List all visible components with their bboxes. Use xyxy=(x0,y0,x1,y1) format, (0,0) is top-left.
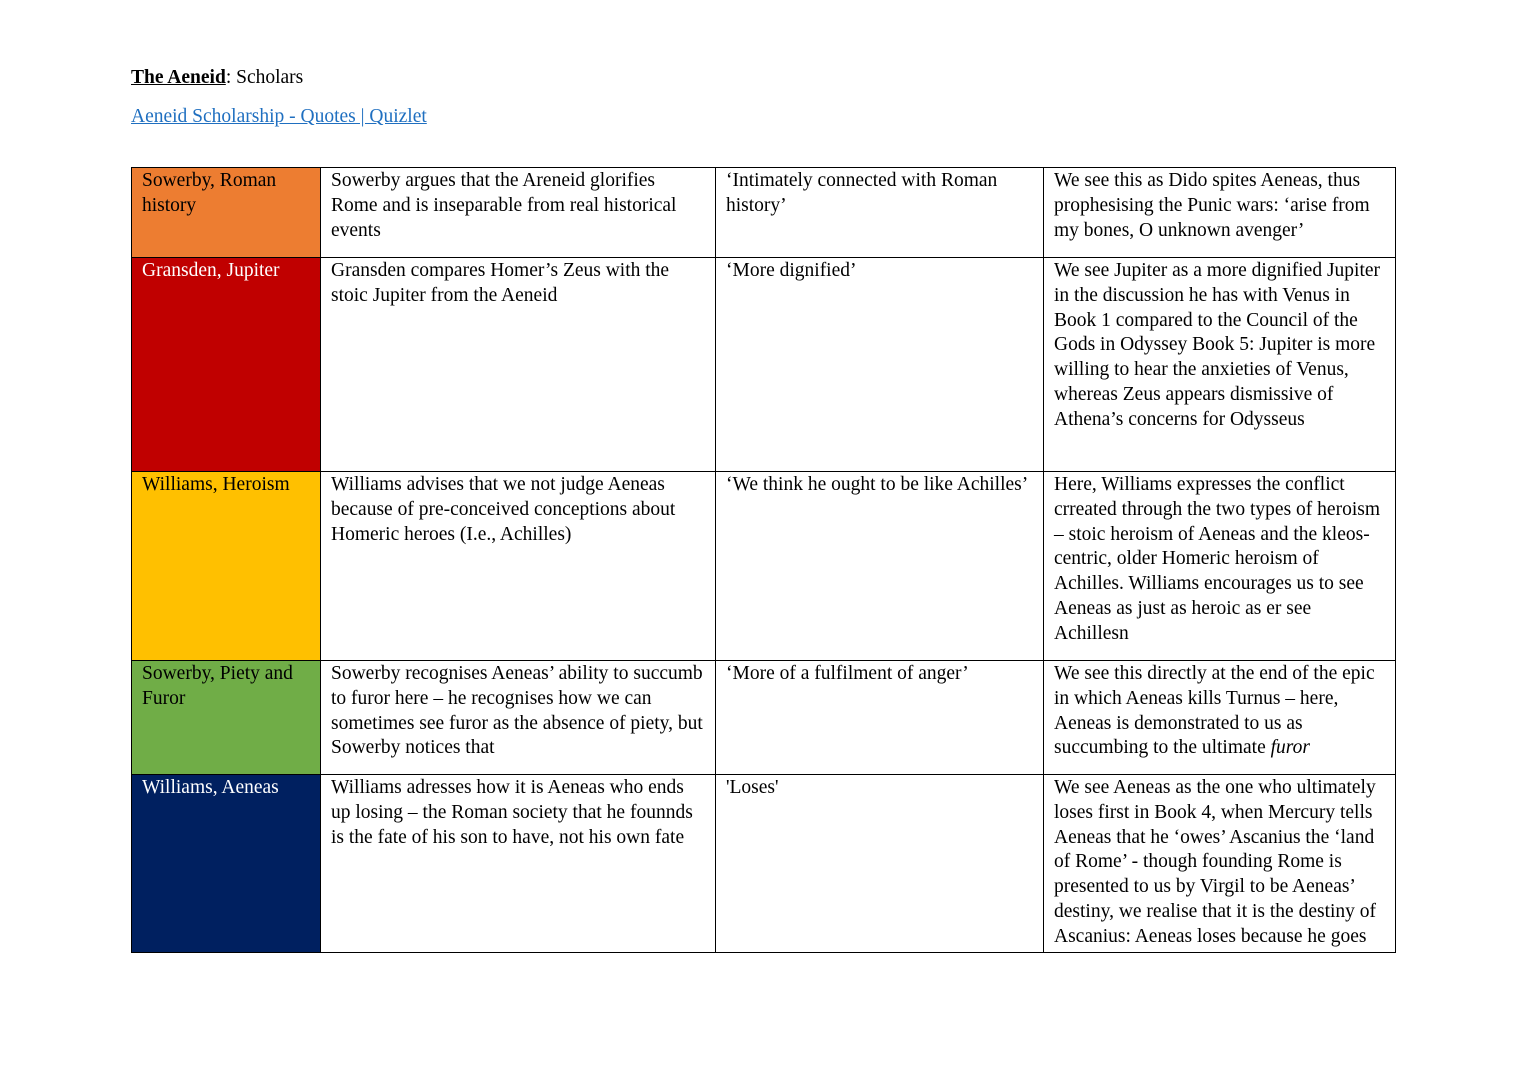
scholar-cell: Sowerby, Roman history xyxy=(132,168,321,258)
title-suffix: : Scholars xyxy=(225,67,304,88)
argument-cell: Williams advises that we not judge Aeneas because of pre-conceived conceptions about Homeric heroes (I.e., Achilles) xyxy=(321,472,716,661)
table-row xyxy=(132,775,1396,953)
quote-cell: ‘More dignified’ xyxy=(716,258,1044,472)
argument-cell: Gransden compares Homer’s Zeus with the stoic Jupiter from the Aeneid xyxy=(321,258,716,472)
quote-cell: ‘We think he ought to be like Achilles’ xyxy=(716,472,1044,661)
argument-cell: Williams adresses how it is Aeneas who ends up losing – the Roman society that he founnds is the fate of his son to have, not his own fate xyxy=(321,775,716,953)
quote-cell: 'Loses' xyxy=(716,775,1044,953)
analysis-cell: We see this as Dido spites Aeneas, thus prophesising the Punic wars: ‘arise from my bones, O unknown avenger’ xyxy=(1044,168,1396,258)
quote-cell: ‘Intimately connected with Roman history’ xyxy=(716,168,1044,258)
quizlet-link[interactable]: Aeneid Scholarship - Quotes | Quizlet xyxy=(131,106,427,127)
scholars-table xyxy=(131,167,1396,953)
table-row xyxy=(132,472,1396,661)
argument-cell: Sowerby recognises Aeneas’ ability to succumb to furor here – he recognises how we can sometimes see furor as the absence of piety, but Sowerby notices that xyxy=(321,661,716,775)
scholar-cell: Gransden, Jupiter xyxy=(132,258,321,472)
argument-cell: Sowerby argues that the Areneid glorifies Rome and is inseparable from real historical events xyxy=(321,168,716,258)
page-title xyxy=(131,66,303,90)
quote-cell: ‘More of a fulfilment of anger’ xyxy=(716,661,1044,775)
table-row xyxy=(132,661,1396,775)
table-row xyxy=(132,168,1396,258)
analysis-text: We see this directly at the end of the epic in which Aeneas kills Turnus – here, Aeneas is demonstrated to us as succumbing to the ultimate xyxy=(1054,663,1375,759)
scholar-cell: Williams, Heroism xyxy=(132,472,321,661)
title-work-name: The Aeneid xyxy=(131,67,226,88)
table-row xyxy=(132,258,1396,472)
analysis-cell: We see Aeneas as the one who ultimately loses first in Book 4, when Mercury tells Aeneas that he ‘owes’ Ascanius the ‘land of Rome’ - though founding Rome is presented to us by Virgil to be Aeneas’ destiny, we realise that it is the destiny of Ascanius: Aeneas loses because he goes xyxy=(1044,775,1396,953)
scholar-cell: Williams, Aeneas xyxy=(132,775,321,953)
scholar-cell: Sowerby, Piety and Furor xyxy=(132,661,321,775)
analysis-cell: We see Jupiter as a more dignified Jupiter in the discussion he has with Venus in Book 1 compared to the Council of the Gods in Odyssey Book 5: Jupiter is more willing to hear the anxieties of Venus, whereas Zeus appears dismissive of Athena’s concerns for Odysseus xyxy=(1044,258,1396,472)
analysis-emphasis: furor xyxy=(1270,737,1310,759)
analysis-cell: Here, Williams expresses the conflict crreated through the two types of heroism – stoic heroism of Aeneas and the kleos-centric, older Homeric heroism of Achilles. Williams encourages us to see Aeneas as just as heroic as er see Achillesn xyxy=(1044,472,1396,661)
analysis-cell xyxy=(1044,661,1396,775)
